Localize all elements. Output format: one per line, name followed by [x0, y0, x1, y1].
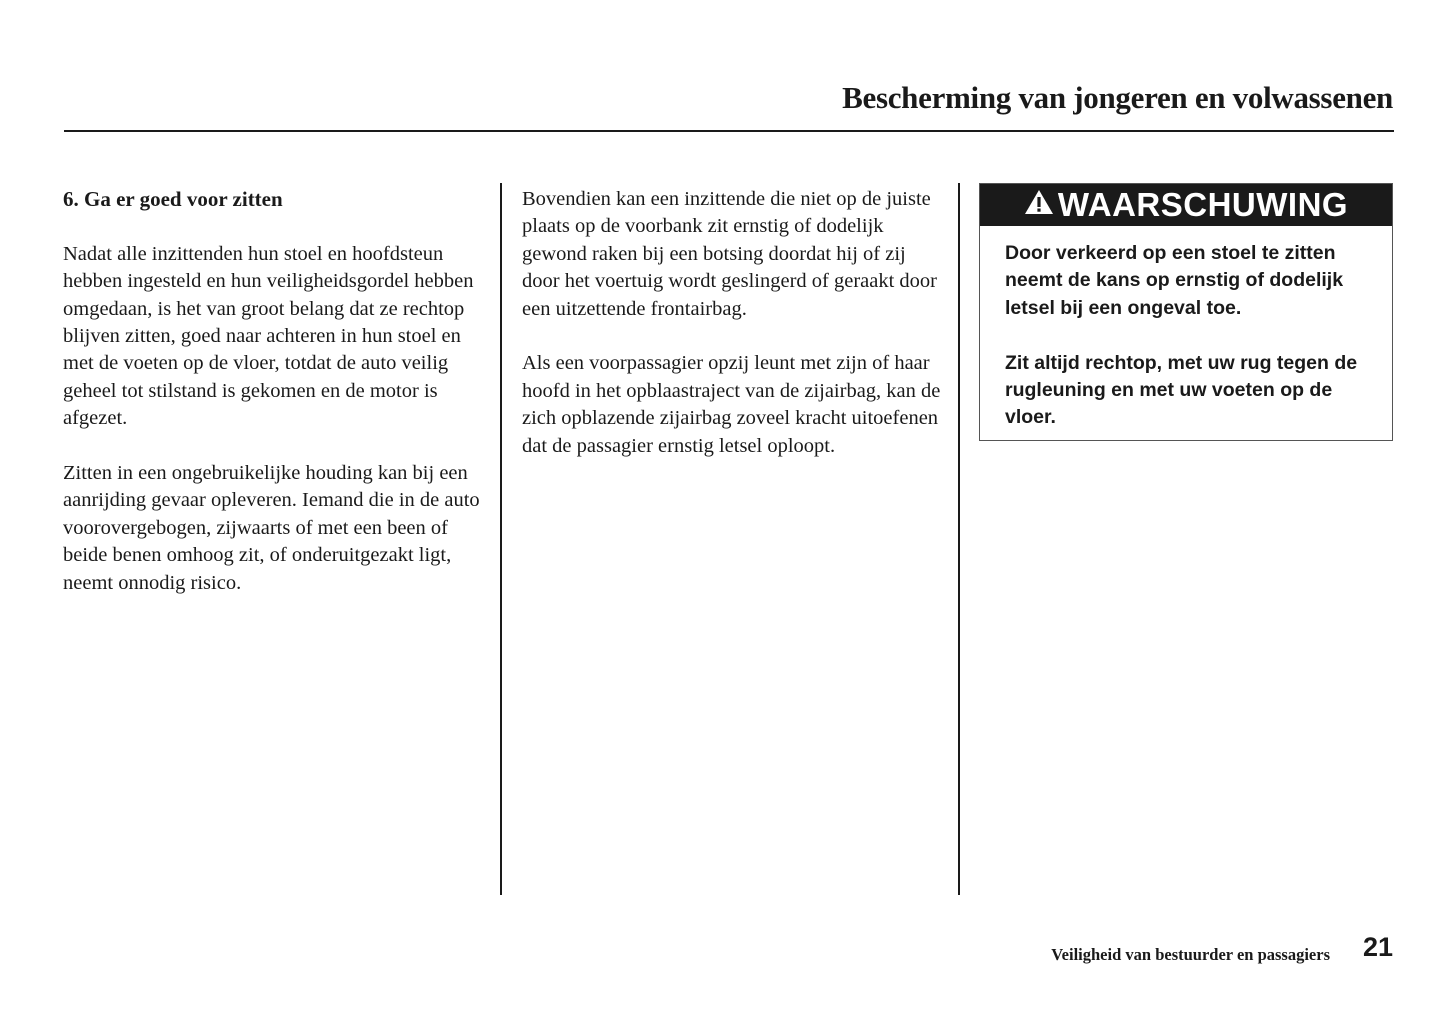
warning-triangle-icon — [1024, 186, 1058, 224]
section-heading: 6. Ga er goed voor zitten — [63, 187, 283, 211]
page-title: Bescherming van jongeren en volwassenen — [842, 80, 1393, 115]
page-number: 21 — [1362, 932, 1393, 962]
column-divider — [958, 183, 960, 895]
warning-paragraph: Zit altijd rechtop, met uw rug tegen de rugleuning en met uw voeten op de vloer. — [1005, 351, 1358, 429]
warning-header — [980, 184, 1392, 226]
paragraph: Nadat alle inzittenden hun stoel en hoofdsteun hebben ingesteld en hun veiligheidsgordel hebben omgedaan, is het van groot belang dat ze rechtop blijven zitten, goed naar achteren in hun stoel en met de voeten op de vloer, totdat de auto veilig geheel tot stilstand is gekomen en de motor is afgezet. — [63, 242, 474, 430]
warning-box — [979, 183, 1393, 441]
column-left — [63, 186, 488, 624]
warning-title: WAARSCHUWING — [1057, 186, 1349, 223]
warning-paragraph: Door verkeerd op een stoel te zitten neemt de kans op ernstig of dodelijk letsel bij een ongeval toe. — [1005, 242, 1344, 319]
footer-section-title: Veiligheid van bestuurder en passagiers — [1051, 945, 1330, 964]
paragraph: Als een voorpassagier opzij leunt met zijn of haar hoofd in het opblaastraject van de zijairbag, kan de zich opblazende zijairbag zoveel kracht uitoefenen dat de passagier ernstig letsel oploopt. — [522, 352, 941, 457]
paragraph: Zitten in een ongebruikelijke houding kan bij een aanrijding gevaar opleveren. Iemand die in de auto voorovergebogen, zijwaarts of met een been of beide benen omhoog zit, of onderuitgezakt ligt, neemt onnodig risico. — [63, 462, 480, 594]
column-divider — [500, 183, 502, 895]
paragraph: Bovendien kan een inzittende die niet op de juiste plaats op de voorbank zit ernstig of dodelijk gewond raken bij een botsing doordat hij of zij door het voertuig wordt geslingerd of geraakt door een uitzettende frontairbag. — [522, 188, 938, 320]
header-rule — [64, 130, 1394, 132]
warning-body — [980, 226, 1392, 432]
column-middle — [522, 186, 942, 487]
